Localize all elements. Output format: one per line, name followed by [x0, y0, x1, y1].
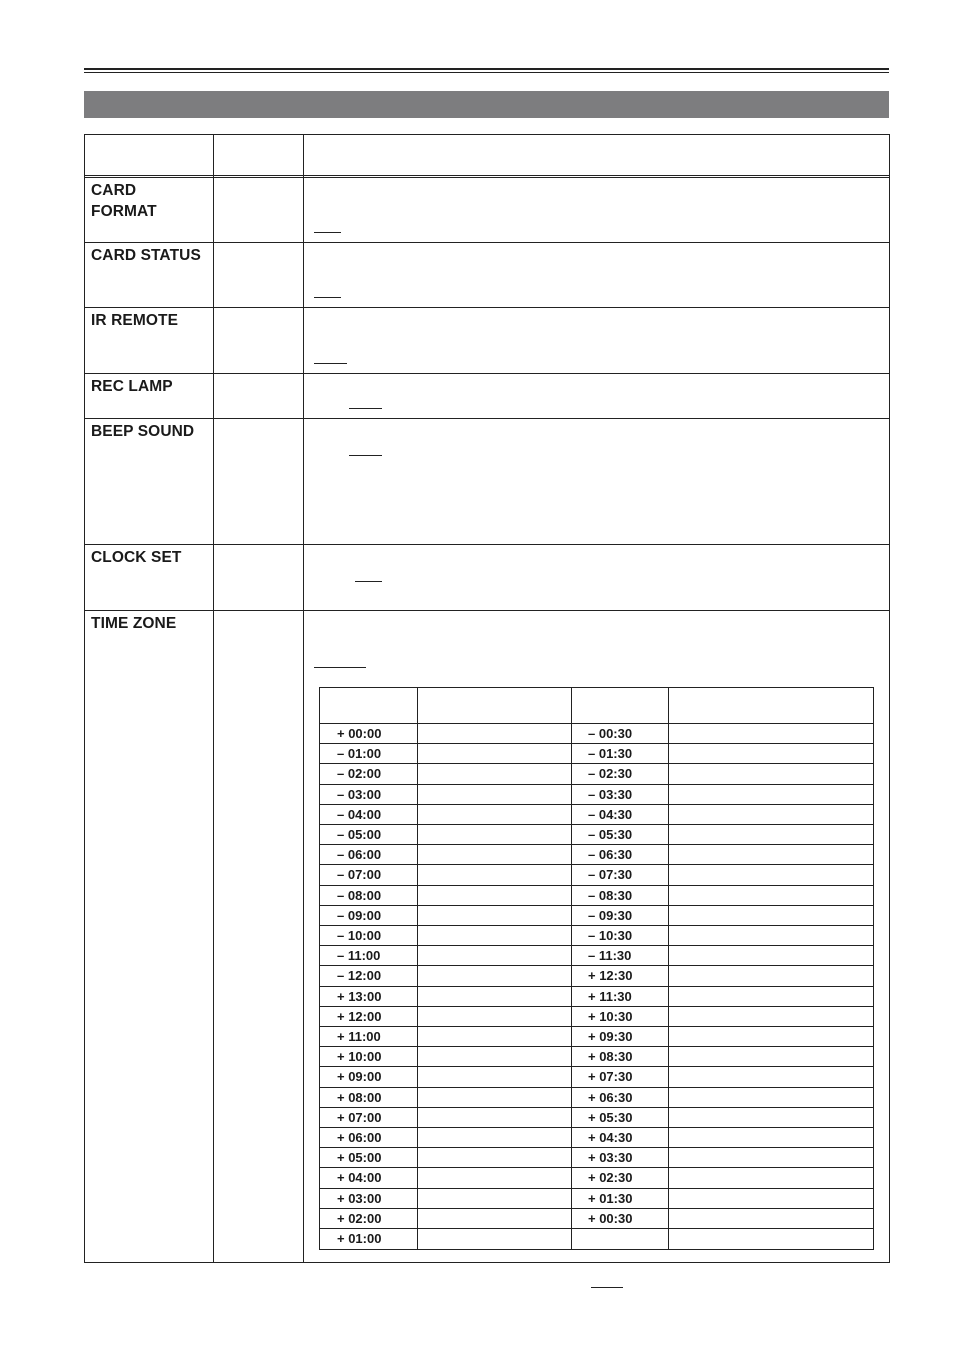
tz-offset-cell: – 08:00	[337, 887, 382, 903]
row-divider	[85, 610, 889, 611]
tz-offset-cell: – 11:00	[337, 948, 381, 964]
table-row	[320, 1127, 873, 1147]
tz-offset-cell: + 02:00	[337, 1210, 382, 1226]
tz-offset-cell: + 04:30	[588, 1130, 633, 1145]
tz-offset-cell: + 10:30	[588, 1008, 633, 1024]
label-line: IR REMOTE	[91, 312, 179, 329]
tz-offset-cell: + 00:30	[588, 1210, 633, 1226]
table-row	[320, 804, 873, 824]
column-divider	[303, 135, 304, 1262]
tz-offset-cell: – 02:30	[588, 766, 633, 782]
row-divider	[85, 242, 889, 243]
table-row	[320, 905, 873, 925]
item-label-clock-set	[91, 547, 181, 568]
table-row	[320, 1066, 873, 1086]
table-row	[320, 1208, 873, 1228]
tz-offset-cell: + 09:00	[337, 1069, 382, 1085]
default-underline	[314, 667, 366, 668]
table-row	[320, 1107, 873, 1127]
table-row	[320, 844, 873, 864]
item-label-ir-remote	[91, 310, 178, 331]
tz-offset-cell: + 05:30	[588, 1109, 633, 1125]
table-row	[320, 1026, 873, 1046]
tz-offset-cell: – 06:00	[337, 847, 382, 863]
tz-offset-cell: + 09:30	[588, 1029, 633, 1044]
row-divider	[85, 307, 889, 308]
tz-offset-cell: + 05:00	[337, 1150, 382, 1166]
tz-offset-cell: + 06:00	[337, 1130, 382, 1145]
tz-offset-cell: + 07:00	[337, 1109, 382, 1125]
tz-offset-cell: – 05:00	[337, 827, 382, 842]
tz-offset-cell: + 03:00	[337, 1190, 382, 1206]
default-underline	[314, 232, 341, 233]
item-label-card-status	[91, 245, 201, 266]
tz-offset-cell: – 02:00	[337, 766, 382, 782]
table-row	[320, 763, 873, 783]
tz-offset-cell: + 06:30	[588, 1089, 633, 1105]
row-divider	[85, 418, 889, 419]
tz-offset-cell: + 00:00	[337, 726, 382, 741]
table-row	[320, 784, 873, 804]
item-label-beep-sound	[91, 421, 194, 442]
tz-offset-cell: – 11:30	[588, 948, 632, 964]
section-title-band	[84, 91, 889, 118]
settings-table	[84, 134, 890, 1263]
table-row	[320, 1147, 873, 1167]
table-row	[320, 1006, 873, 1026]
table-row	[320, 885, 873, 905]
tz-offset-cell: – 04:30	[588, 806, 633, 822]
tz-offset-cell: + 13:00	[337, 988, 382, 1004]
row-divider	[85, 544, 889, 545]
label-line: TIME ZONE	[91, 615, 177, 632]
tz-offset-cell: + 11:00	[337, 1029, 381, 1044]
tz-offset-cell: – 03:00	[337, 786, 382, 802]
row-divider	[85, 373, 889, 374]
table-row	[320, 1228, 873, 1248]
time-zone-table	[319, 687, 874, 1250]
default-underline	[314, 297, 341, 298]
tz-offset-cell: – 08:30	[588, 887, 633, 903]
table-row	[320, 723, 873, 743]
tz-offset-cell: – 10:30	[588, 928, 633, 943]
default-underline	[349, 455, 382, 456]
table-row	[320, 1087, 873, 1107]
table-row	[320, 1188, 873, 1208]
tz-offset-cell: – 09:30	[588, 907, 633, 923]
table-row	[320, 1046, 873, 1066]
tz-offset-cell: – 09:00	[337, 907, 382, 923]
header-row-divider	[85, 175, 889, 176]
tz-offset-cell: + 03:30	[588, 1150, 633, 1166]
table-row	[320, 986, 873, 1006]
tz-offset-cell: + 10:00	[337, 1049, 382, 1065]
tz-offset-cell: – 10:00	[337, 928, 382, 943]
tz-offset-cell: – 07:30	[588, 867, 633, 883]
table-row	[320, 925, 873, 945]
tz-offset-cell: + 01:00	[337, 1231, 382, 1246]
tz-offset-cell: – 07:00	[337, 867, 382, 883]
tz-offset-cell: + 12:00	[337, 1008, 382, 1024]
header-rule-thin	[84, 72, 889, 73]
tz-offset-cell: – 05:30	[588, 827, 633, 842]
default-underline	[349, 408, 382, 409]
tz-offset-cell: + 01:30	[588, 1190, 633, 1206]
tz-offset-cell: + 02:30	[588, 1170, 633, 1186]
table-row	[320, 743, 873, 763]
item-label-rec-lamp	[91, 376, 173, 397]
tz-offset-cell: – 00:30	[588, 726, 633, 741]
footer-default-underline	[591, 1287, 623, 1288]
table-row	[320, 945, 873, 965]
label-line: FORMAT	[91, 203, 157, 220]
default-underline	[314, 363, 347, 364]
tz-offset-cell: – 03:30	[588, 786, 633, 802]
item-label-time-zone	[91, 613, 176, 634]
table-row	[320, 965, 873, 985]
column-divider	[213, 135, 214, 1262]
label-line: CARD	[91, 182, 137, 199]
tz-offset-cell: – 01:00	[337, 746, 382, 762]
item-label-card-format	[91, 180, 157, 222]
tz-offset-cell: + 08:00	[337, 1089, 382, 1105]
table-row	[320, 824, 873, 844]
tz-offset-cell: + 07:30	[588, 1069, 633, 1085]
tz-offset-cell: + 08:30	[588, 1049, 633, 1065]
header-rule-thick	[84, 68, 889, 70]
tz-offset-cell: – 01:30	[588, 746, 633, 762]
default-underline	[355, 581, 382, 582]
tz-offset-cell: – 04:00	[337, 806, 382, 822]
label-line: BEEP SOUND	[91, 423, 195, 440]
label-line: REC LAMP	[91, 378, 173, 395]
table-row	[320, 1167, 873, 1187]
tz-offset-cell: + 12:30	[588, 968, 633, 984]
table-row	[320, 864, 873, 884]
tz-offset-cell: – 12:00	[337, 968, 382, 984]
label-line: CLOCK SET	[91, 549, 182, 566]
tz-offset-cell: + 11:30	[588, 988, 632, 1004]
label-line: CARD STATUS	[91, 247, 201, 264]
tz-offset-cell: – 06:30	[588, 847, 633, 863]
header-row-divider	[85, 177, 889, 178]
tz-offset-cell: + 04:00	[337, 1170, 382, 1186]
